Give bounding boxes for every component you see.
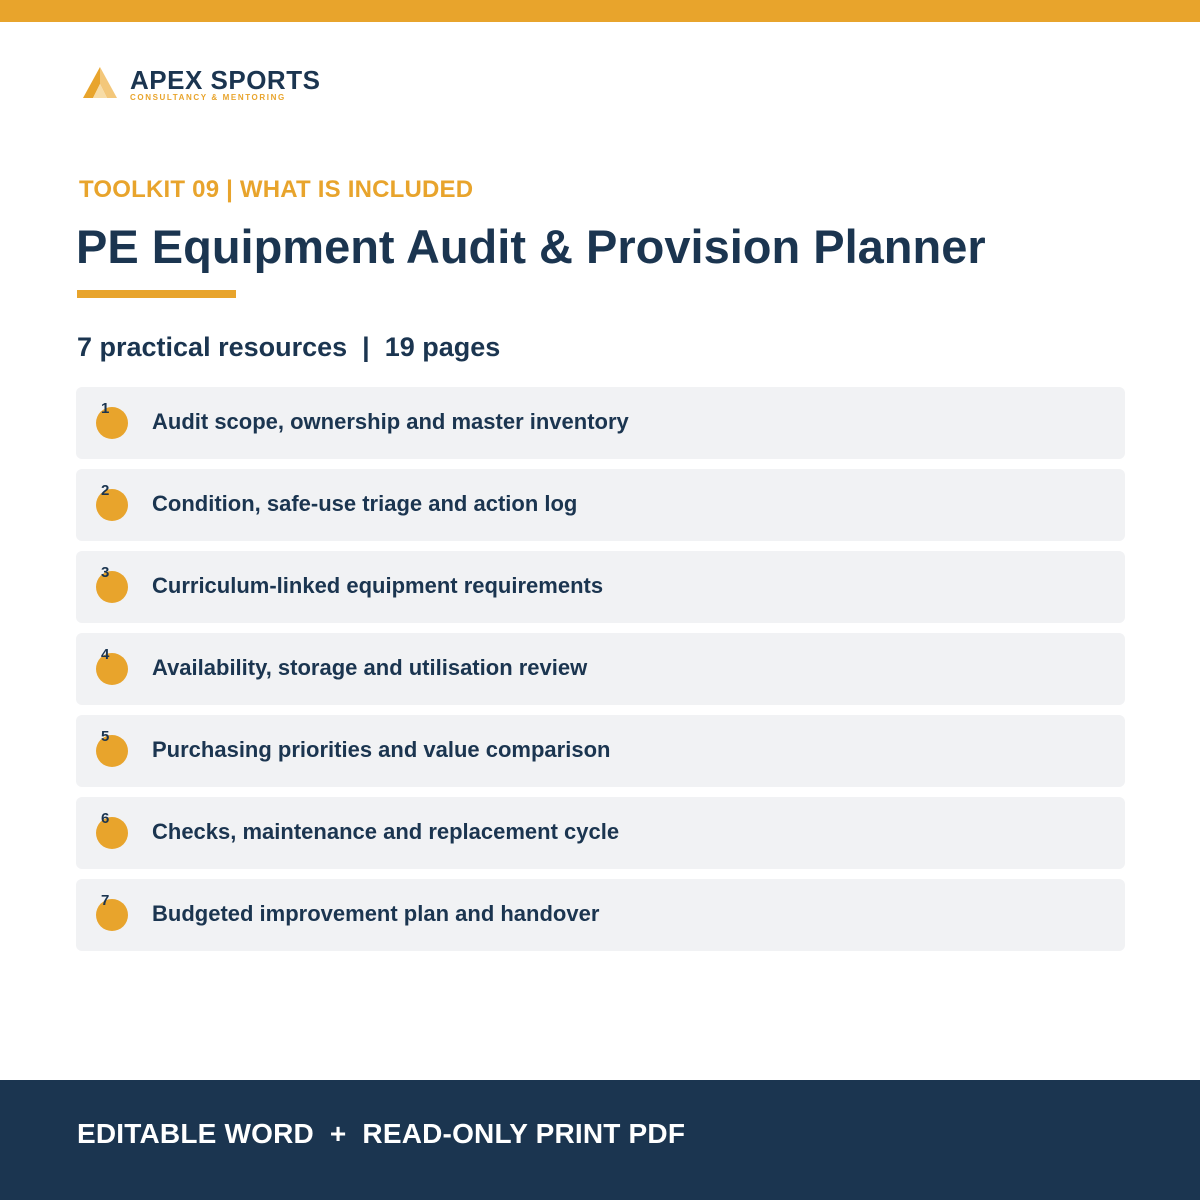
list-item	[76, 633, 1125, 705]
eyebrow-label: TOOLKIT 09 | WHAT IS INCLUDED	[79, 176, 474, 203]
mountain-peak-icon	[82, 66, 118, 100]
page-title: PE Equipment Audit & Provision Planner	[76, 220, 986, 273]
item-label: Curriculum-linked equipment requirements	[152, 573, 604, 598]
title-underline	[77, 290, 236, 298]
item-label: Budgeted improvement plan and handover	[152, 901, 600, 926]
list-item	[76, 551, 1125, 623]
resource-list	[76, 387, 1125, 961]
item-number: 5	[101, 728, 110, 745]
item-label: Checks, maintenance and replacement cycle	[152, 819, 620, 844]
item-number: 2	[101, 482, 110, 499]
item-number: 1	[101, 400, 110, 417]
list-item	[76, 715, 1125, 787]
footer-banner	[0, 1080, 1200, 1200]
brand-tagline: CONSULTANCY & MENTORING	[130, 93, 286, 102]
list-item	[76, 797, 1125, 869]
item-label: Condition, safe-use triage and action log	[152, 491, 578, 516]
resource-summary: 7 practical resources | 19 pages	[77, 332, 501, 362]
list-item	[76, 879, 1125, 951]
list-item	[76, 469, 1125, 541]
formats-label: EDITABLE WORD + READ-ONLY PRINT PDF	[77, 1118, 686, 1149]
item-number: 7	[101, 892, 110, 909]
item-label: Purchasing priorities and value comparison	[152, 737, 611, 762]
item-number: 3	[101, 564, 110, 581]
item-number: 4	[101, 646, 110, 663]
top-accent-bar	[0, 0, 1200, 22]
list-item	[76, 387, 1125, 459]
item-label: Availability, storage and utilisation review	[152, 655, 588, 680]
brand-name: APEX SPORTS	[130, 65, 321, 95]
item-number: 6	[101, 810, 110, 827]
item-label: Audit scope, ownership and master inventory	[152, 409, 629, 434]
